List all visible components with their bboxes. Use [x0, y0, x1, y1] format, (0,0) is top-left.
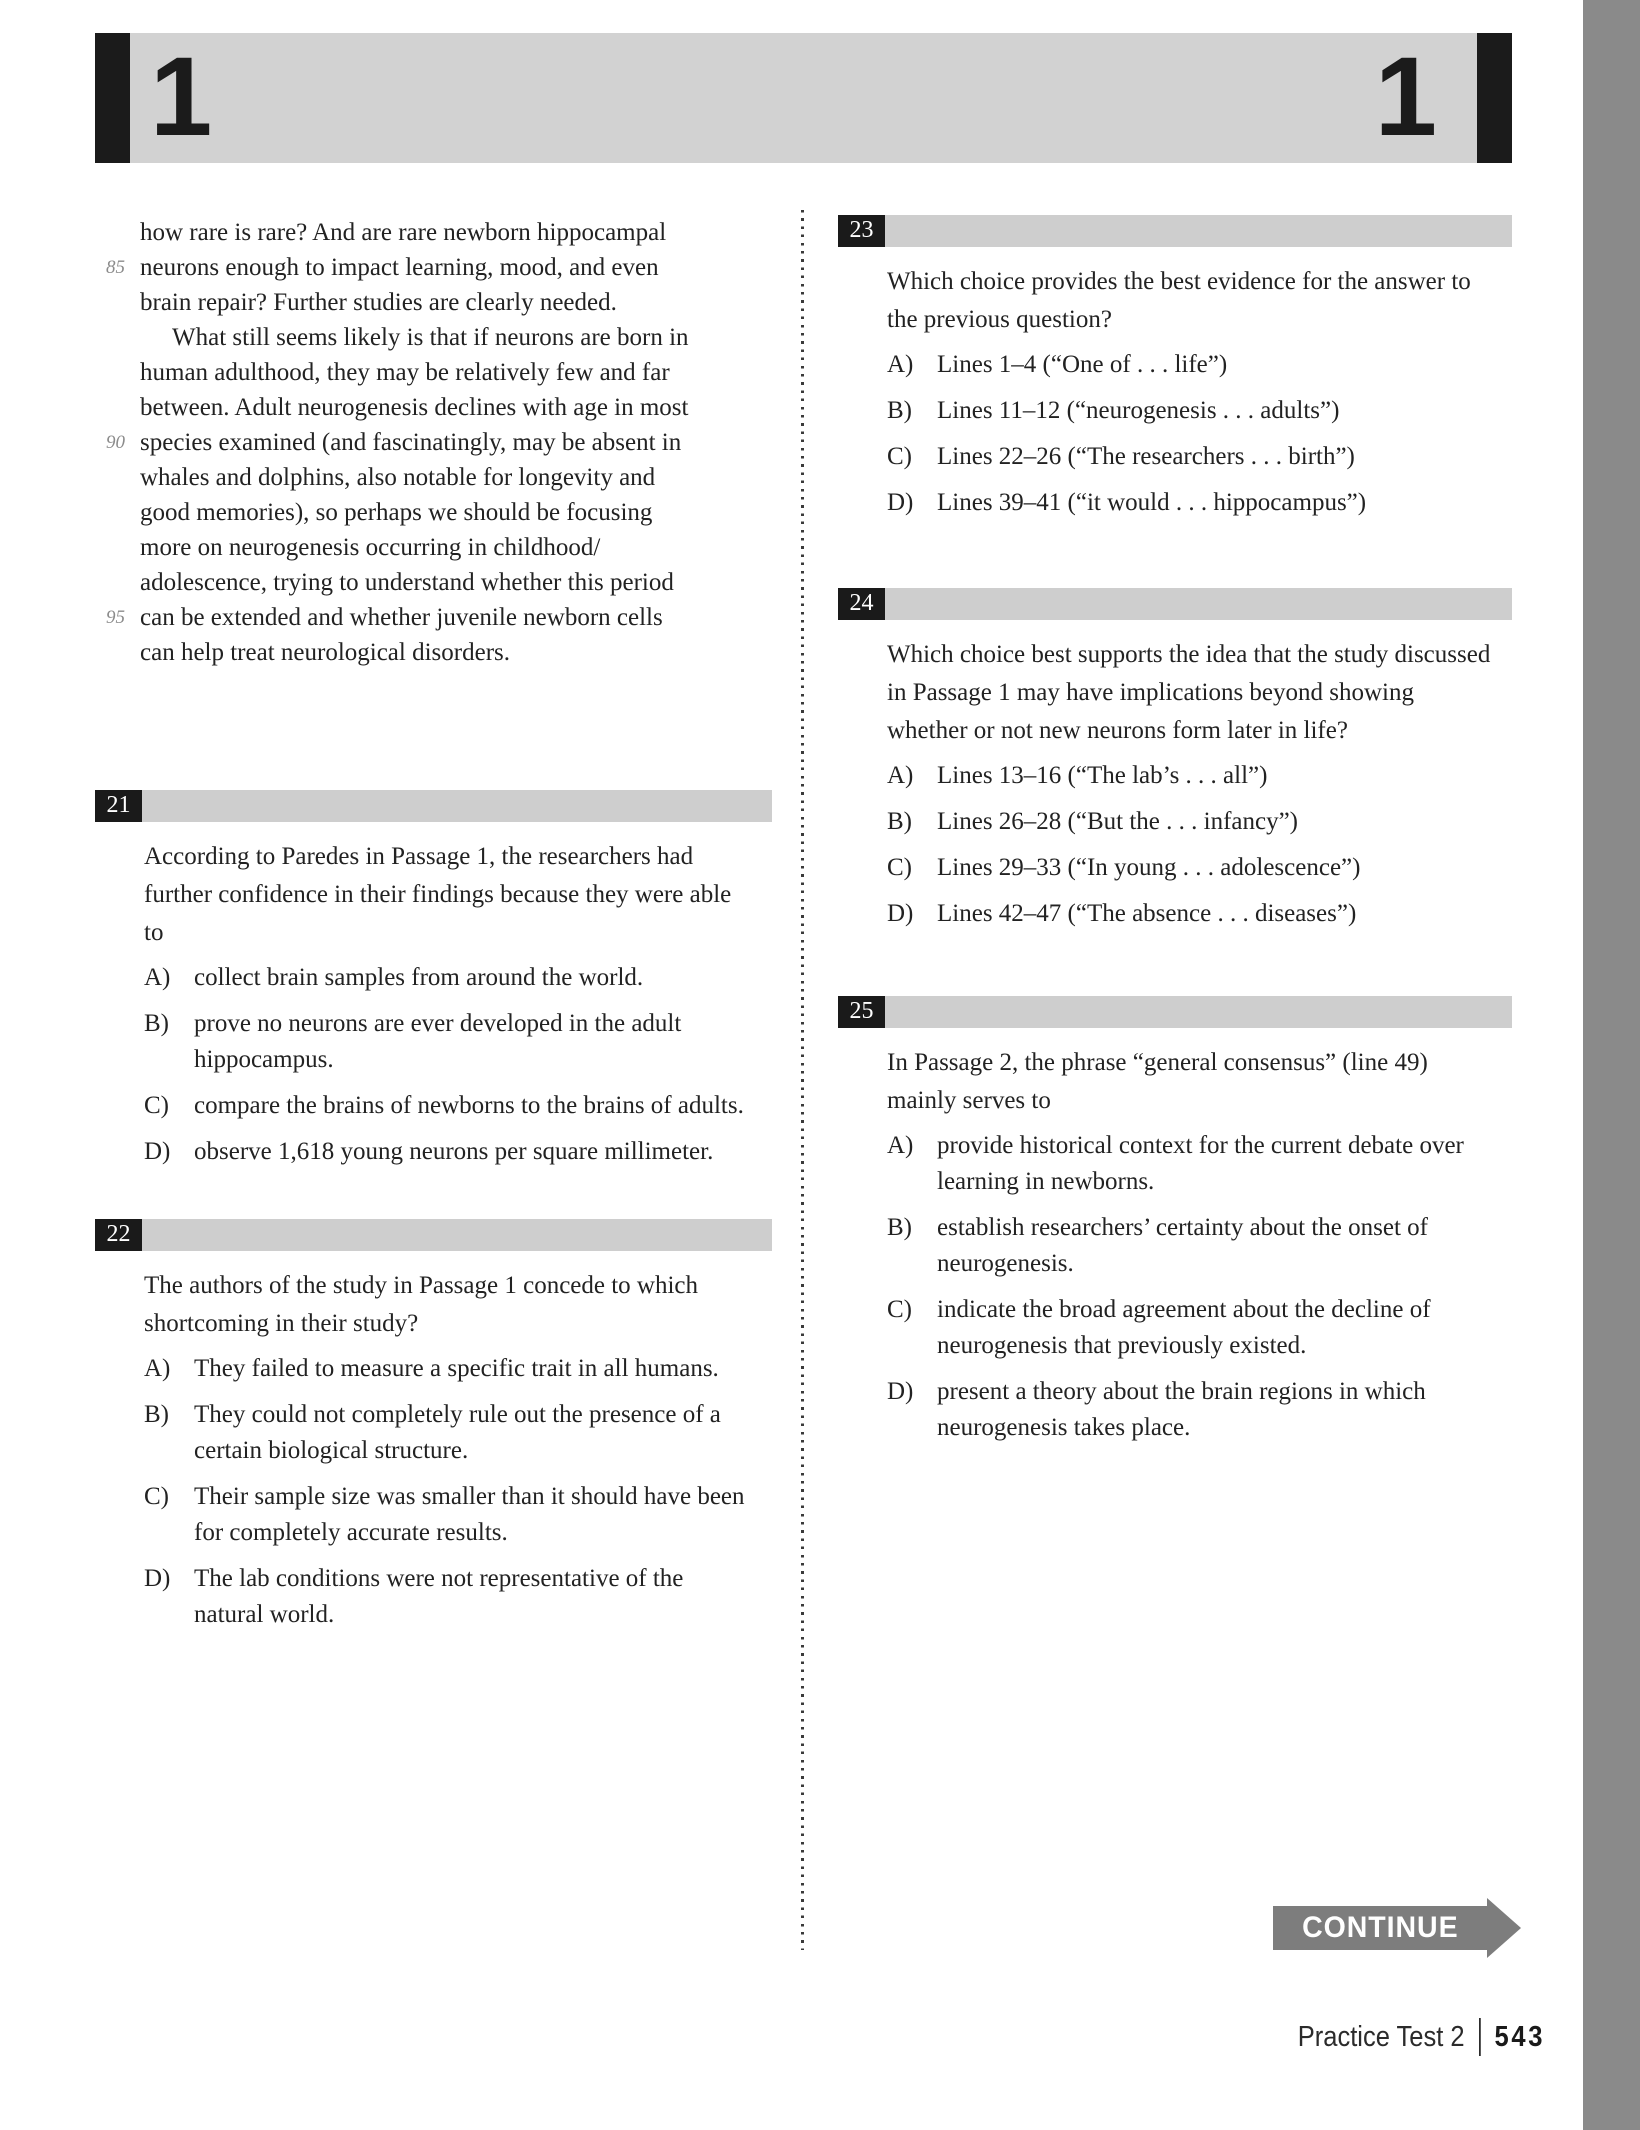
- passage-line-number: 85: [106, 257, 125, 278]
- choice-letter: C): [887, 854, 912, 881]
- question-number: 23: [838, 215, 885, 247]
- left-column: [95, 200, 772, 1633]
- choice-letter: C): [144, 1092, 169, 1119]
- question-stem: Which choice best supports the idea that the study discussed in Passage 1 may have implications beyond showing whether or not new neurons form later in life?: [887, 641, 1491, 744]
- choice-text: Lines 13–16 (“The lab’s . . . all”): [937, 762, 1268, 789]
- choice-row: [887, 1210, 1512, 1282]
- passage-line: [140, 460, 772, 495]
- section-number-right: 1: [1374, 34, 1437, 159]
- passage-line-text: brain repair? Further studies are clearly needed.: [140, 289, 617, 316]
- passage-line-text: between. Adult neurogenesis declines with age in most: [140, 394, 689, 421]
- choice-text: observe 1,618 young neurons per square millimeter.: [194, 1138, 714, 1165]
- choice-row: [887, 1128, 1512, 1200]
- choice-row: [887, 758, 1512, 794]
- choice-row: [144, 1351, 772, 1387]
- question-banner: [95, 1219, 772, 1251]
- choice-text: Lines 42–47 (“The absence . . . diseases”): [937, 900, 1357, 927]
- passage-line: [140, 320, 772, 355]
- passage-line-number: 90: [106, 432, 125, 453]
- choice-letter: A): [887, 351, 914, 378]
- choice-letter: B): [887, 808, 912, 835]
- choice-text: Lines 1–4 (“One of . . . life”): [937, 351, 1228, 378]
- choice-letter: B): [144, 1401, 169, 1428]
- choice-letter: D): [887, 1378, 914, 1405]
- question-stem: Which choice provides the best evidence for the answer to the previous question?: [887, 268, 1471, 333]
- footer-page-number: 543: [1494, 2020, 1545, 2053]
- choice-text: Lines 11–12 (“neurogenesis . . . adults”): [937, 397, 1340, 424]
- question-stem: According to Paredes in Passage 1, the researchers had further confidence in their findings because they were able to: [144, 843, 732, 946]
- choice-text: They failed to measure a specific trait in all humans.: [194, 1355, 719, 1382]
- passage-line-text: can help treat neurological disorders.: [140, 639, 510, 666]
- page-footer: [1298, 2018, 1545, 2056]
- passage-line-text: What still seems likely is that if neurons are born in: [172, 324, 689, 351]
- choice-text: provide historical context for the current debate over learning in newborns.: [937, 1132, 1464, 1195]
- choice-row: [887, 439, 1512, 475]
- choice-text: Lines 39–41 (“it would . . . hippocampus”): [937, 489, 1367, 516]
- passage-line-text: good memories), so perhaps we should be focusing: [140, 499, 653, 526]
- passage-line-text: human adulthood, they may be relatively few and far: [140, 359, 670, 386]
- choice-letter: D): [144, 1565, 171, 1592]
- passage-line: [106, 600, 772, 635]
- choice-text: prove no neurons are ever developed in the adult hippocampus.: [194, 1010, 682, 1073]
- choice-row: [887, 485, 1512, 521]
- choice-letter: D): [144, 1138, 171, 1165]
- choice-list: [838, 758, 1512, 932]
- passage-line: [106, 250, 772, 285]
- footer-divider: [1479, 2018, 1481, 2056]
- choice-letter: A): [887, 1132, 914, 1159]
- choice-row: [887, 393, 1512, 429]
- passage-line: [140, 355, 772, 390]
- choice-row: [887, 850, 1512, 886]
- choice-list: [838, 347, 1512, 521]
- choice-letter: A): [887, 762, 914, 789]
- passage-line: [106, 425, 772, 460]
- passage-line: [140, 565, 772, 600]
- choice-letter: B): [887, 397, 912, 424]
- column-divider-dotted-line: [801, 210, 804, 1950]
- choice-letter: A): [144, 1355, 171, 1382]
- question-stem: In Passage 2, the phrase “general consensus” (line 49) mainly serves to: [887, 1049, 1428, 1114]
- question-stem: The authors of the study in Passage 1 concede to which shortcoming in their study?: [144, 1272, 699, 1337]
- passage-line-text: how rare is rare? And are rare newborn hippocampal: [140, 219, 667, 246]
- choice-letter: B): [144, 1010, 169, 1037]
- choice-letter: C): [887, 443, 912, 470]
- choice-row: [144, 1134, 772, 1170]
- passage-line-text: species examined (and fascinatingly, may be absent in: [140, 429, 682, 456]
- choice-row: [887, 1292, 1512, 1364]
- question-number: 24: [838, 588, 885, 620]
- right-column: [838, 200, 1512, 1446]
- choice-letter: D): [887, 489, 914, 516]
- choice-letter: C): [144, 1483, 169, 1510]
- passage-line-text: adolescence, trying to understand whether this period: [140, 569, 674, 596]
- passage-line: [140, 285, 772, 320]
- section-number-left: 1: [150, 34, 213, 159]
- passage-line: [140, 530, 772, 565]
- question-banner: [838, 215, 1512, 247]
- choice-text: The lab conditions were not representative of the natural world.: [194, 1565, 684, 1628]
- header-right-black-bar: [1477, 33, 1512, 163]
- question-number: 22: [95, 1219, 142, 1251]
- choice-list: [838, 1128, 1512, 1446]
- choice-row: [144, 960, 772, 996]
- passage-line: [140, 495, 772, 530]
- question-25: [838, 996, 1512, 1446]
- question-number: 21: [95, 790, 142, 822]
- choice-letter: A): [144, 964, 171, 991]
- passage-line: [140, 390, 772, 425]
- passage-line-text: whales and dolphins, also notable for longevity and: [140, 464, 656, 491]
- footer-test-label: Practice Test 2: [1297, 2020, 1465, 2053]
- choice-text: indicate the broad agreement about the decline of neurogenesis that previously existed.: [937, 1296, 1431, 1359]
- choice-row: [887, 804, 1512, 840]
- question-number: 25: [838, 996, 885, 1028]
- choice-row: [144, 1006, 772, 1078]
- continue-label: CONTINUE: [1301, 1911, 1459, 1944]
- choice-letter: C): [887, 1296, 912, 1323]
- continue-arrow-icon: [1487, 1898, 1521, 1958]
- choice-letter: B): [887, 1214, 912, 1241]
- choice-row: [887, 896, 1512, 932]
- right-questions-container: [838, 215, 1512, 1446]
- left-questions-container: [95, 790, 772, 1633]
- choice-text: establish researchers’ certainty about the onset of neurogenesis.: [937, 1214, 1429, 1277]
- choice-row: [144, 1397, 772, 1469]
- passage-line-number: 95: [106, 607, 125, 628]
- passage-line: [140, 635, 772, 670]
- question-banner: [95, 790, 772, 822]
- question-24: [838, 588, 1512, 932]
- choice-text: They could not completely rule out the presence of a certain biological structure.: [194, 1401, 721, 1464]
- question-23: [838, 215, 1512, 521]
- choice-row: [887, 347, 1512, 383]
- choice-row: [144, 1479, 772, 1551]
- choice-list: [95, 1351, 772, 1633]
- page-edge-strip: [1583, 0, 1640, 2130]
- choice-row: [144, 1561, 772, 1633]
- section-header-banner: [95, 33, 1512, 163]
- choice-row: [887, 1374, 1512, 1446]
- choice-letter: D): [887, 900, 914, 927]
- passage-line-text: neurons enough to impact learning, mood, and even: [140, 254, 659, 281]
- passage-text-block: [95, 215, 772, 670]
- header-left-black-bar: [95, 33, 130, 163]
- continue-button: [1273, 1898, 1521, 1958]
- choice-text: Lines 26–28 (“But the . . . infancy”): [937, 808, 1299, 835]
- choice-row: [144, 1088, 772, 1124]
- question-banner: [838, 996, 1512, 1028]
- passage-line-text: can be extended and whether juvenile newborn cells: [140, 604, 663, 631]
- choice-text: compare the brains of newborns to the brains of adults.: [194, 1092, 744, 1119]
- choice-text: present a theory about the brain regions in which neurogenesis takes place.: [937, 1378, 1426, 1441]
- question-21: [95, 790, 772, 1170]
- choice-text: collect brain samples from around the world.: [194, 964, 644, 991]
- question-banner: [838, 588, 1512, 620]
- choice-text: Lines 22–26 (“The researchers . . . birth”): [937, 443, 1355, 470]
- question-22: [95, 1219, 772, 1633]
- choice-text: Lines 29–33 (“In young . . . adolescence”): [937, 854, 1361, 881]
- choice-text: Their sample size was smaller than it should have been for completely accurate results.: [194, 1483, 745, 1546]
- passage-line: [140, 215, 772, 250]
- passage-line-text: more on neurogenesis occurring in childhood/: [140, 534, 601, 561]
- choice-list: [95, 960, 772, 1170]
- continue-button-body: [1273, 1906, 1487, 1950]
